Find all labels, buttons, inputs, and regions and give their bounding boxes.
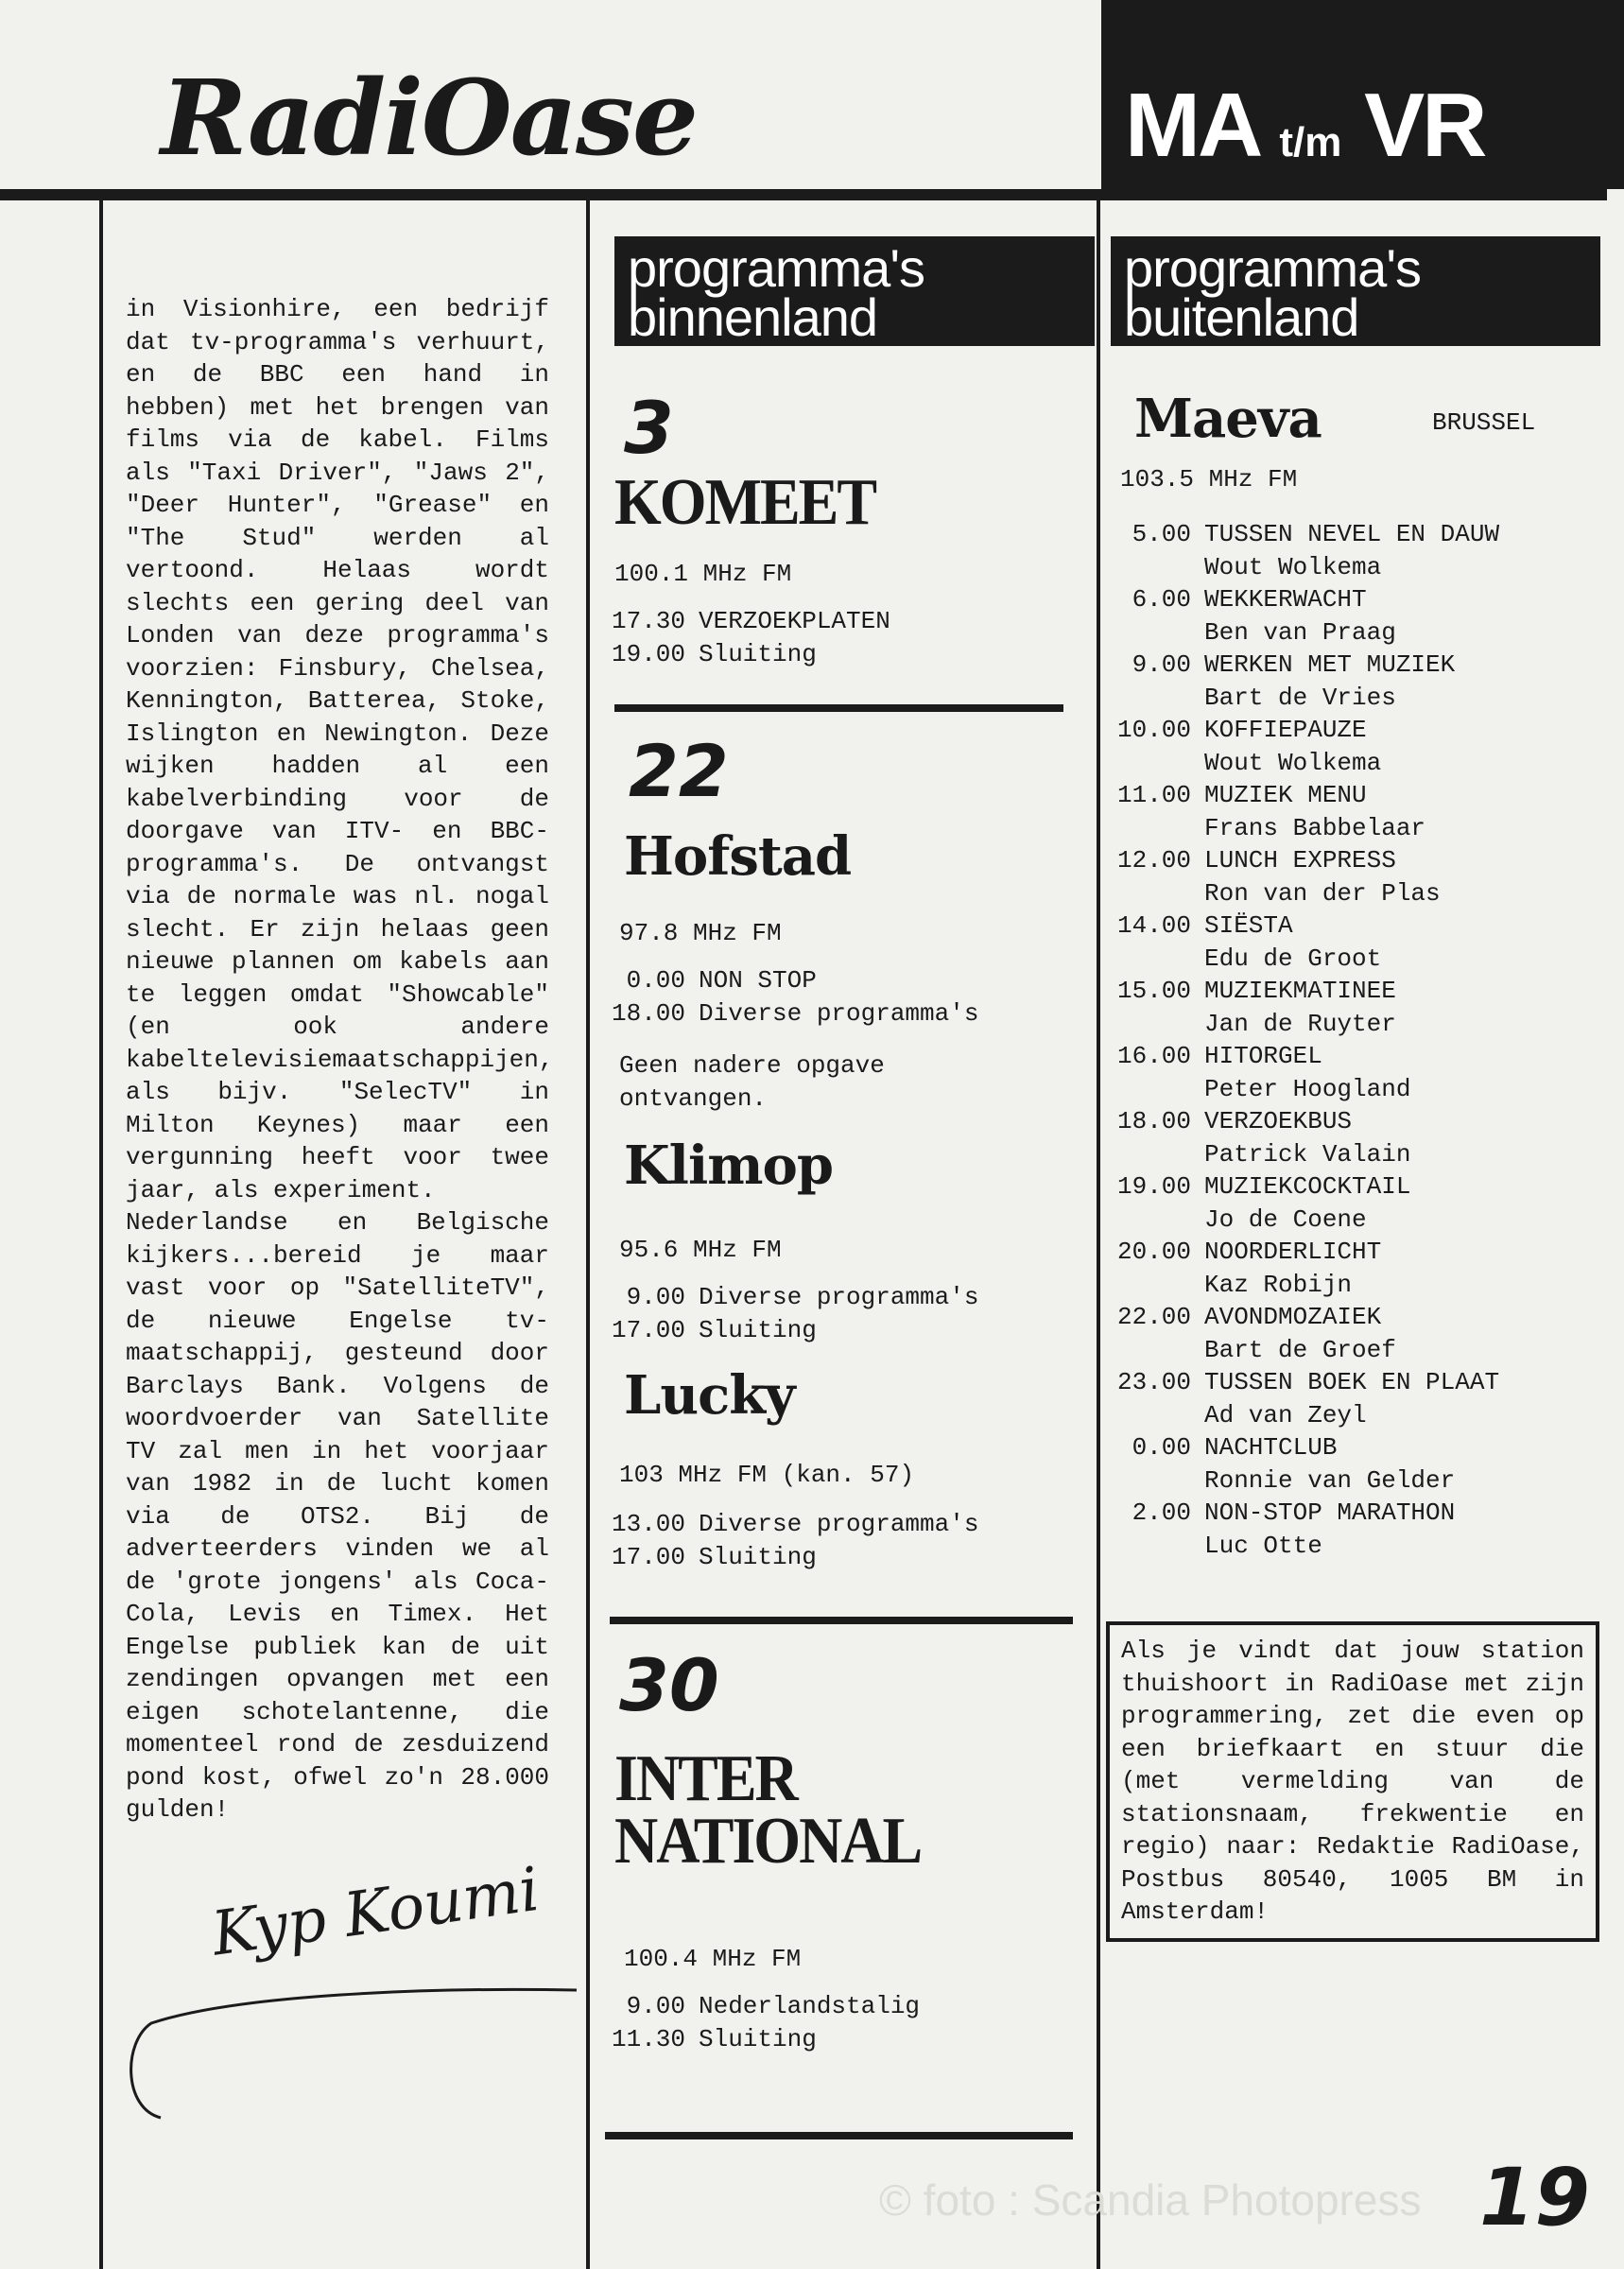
schedule-row: 19.00 Sluiting [611,639,817,668]
schedule-row: 12.00 LUNCH EXPRESS Ron van der Plas [1116,846,1441,908]
klimop-name: Klimop [624,1134,833,1197]
schedule-row: 17.30 VERZOEKPLATEN [611,607,890,635]
divider-center [586,200,590,2269]
binnenland-header: programma's binnenland [614,236,1095,346]
divider-right [1097,200,1100,2269]
schedule-row: 17.00 Sluiting [611,1542,817,1571]
schedule-row: 0.00 NON STOP [626,966,817,995]
maeva-city: BRUSSEL [1432,408,1536,437]
days-end: VR [1364,75,1485,176]
klimop-schedule [596,1281,1049,1346]
days-banner [1101,0,1624,189]
klimop-frequency: 95.6 MHz FM [619,1236,782,1264]
hofstad-number: 22 [629,729,729,813]
lucky-name: Lucky [624,1364,795,1427]
schedule-row: 9.00 Nederlandstalig [626,1992,921,2020]
international-number: 30 [619,1643,719,1727]
schedule-row: 13.00 Diverse programma's [611,1510,979,1538]
days-through: t/m [1279,119,1342,165]
radioase-logo: RadiOase [161,57,697,179]
hofstad-frequency: 97.8 MHz FM [619,919,782,947]
lucky-schedule [596,1508,1049,1573]
buitenland-header: programma's buitenland [1111,236,1600,346]
photo-credit-watermark: © foto : Scandia Photopress [879,2175,1422,2225]
schedule-row: 16.00 HITORGEL Peter Hoogland [1116,1042,1411,1103]
international-frequency: 100.4 MHz FM [624,1945,802,1973]
schedule-row: 17.00 Sluiting [611,1315,817,1344]
international-name: INTER NATIONAL [614,1741,922,1878]
schedule-row: 5.00 TUSSEN NEVEL EN DAUW Wout Wolkema [1132,520,1500,581]
section-rule [614,704,1063,712]
masthead-rule [0,189,1607,200]
author-signature: Kyp Koumi [207,1854,544,1970]
schedule-row: 2.00 NON-STOP MARATHON Luc Otte [1132,1498,1456,1560]
maeva-name: Maeva [1134,388,1322,450]
schedule-row: 18.00 Diverse programma's [611,998,979,1028]
international-schedule [596,1990,1049,2055]
schedule-row: 20.00 NOORDERLICHT Kaz Robijn [1116,1238,1382,1299]
schedule-row: 9.00 WERKEN MET MUZIEK Bart de Vries [1132,650,1456,712]
schedule-row: 11.30 Sluiting [611,2024,817,2053]
hofstad-name: Hofstad [624,825,852,888]
days-start: MA [1125,75,1257,176]
hofstad-note: Geen nadere opgave ontvangen. [619,1051,885,1113]
schedule-row: 23.00 TUSSEN BOEK EN PLAAT Ad van Zeyl [1116,1368,1500,1429]
schedule-row: 11.00 MUZIEK MENU Frans Babbelaar [1116,781,1426,842]
section-rule [605,2132,1073,2139]
komeet-schedule [596,605,1049,670]
schedule-row: 9.00 Diverse programma's [626,1283,979,1311]
lucky-frequency: 103 MHz FM (kan. 57) [619,1461,915,1489]
schedule-row: 15.00 MUZIEKMATINEE Jan de Ruyter [1116,977,1396,1038]
divider-left [99,200,103,2269]
article-text: in Visionhire, een bedrijf dat tv-programma's verhuurt, en de BBC een hand in hebben) met het brengen van films via de kabel. Films als "Taxi Driver", "Jaws 2", "Deer Hunter", "Grease" en "The Stud" werden al vertoond. Helaas wordt slechts een gering deel van Londen van deze programma's voorzien: Finsbury, Chelsea, Kennington, Batterea, Stoke, Islington en Newington. Deze wijken hadden al een kabelverbinding voor de doorgave van ITV- en BBC-programma's. De ontvangst via de normale was nl. nogal slecht. Er zijn helaas geen nieuwe plannen om kabels aan te leggen omdat "Showcable" (en ook andere kabeltelevisiemaatschappijen, als bijv. "SelecTV" in Milton Keynes) maar een vergunning heeft voor twee jaar, als experiment. Nederlandse en Belgische kijkers...bereid je maar vast voor op "SatelliteTV", de nieuwe Engelse tv-maatschappij, gesteund door Barclays Bank. Volgens de woordvoerder van Satellite TV zal men in het voorjaar van 1982 in de lucht komen via de OTS2. Bij de adverteerders vinden we al de 'grote jongens' als Coca-Cola, Levis en Timex. Het Engelse publiek kan de uit zendingen opvangen met een eigen schotelantenne, die momenteel rond de zesduizend pond kost, ofwel zo'n 28.000 gulden! [126,295,554,1824]
page-number: 19 [1479,2151,1590,2243]
section-rule [610,1617,1073,1624]
submission-notice: Als je vindt dat jouw station thuishoort in RadiOase met zijn programmering, zet die even op een briefkaart en stuur die (met vermelding van de stationsnaam, frekwentie en regio) naar: Redaktie RadiOase, Postbus 80540, 1005 BM in Amsterdam! [1106,1621,1599,1942]
schedule-row: 6.00 WEKKERWACHT Ben van Praag [1132,585,1396,647]
komeet-frequency: 100.1 MHz FM [614,560,792,588]
maeva-schedule [1101,518,1574,1562]
schedule-row: 0.00 NACHTCLUB Ronnie van Gelder [1132,1433,1456,1495]
maeva-frequency: 103.5 MHz FM [1120,465,1298,494]
schedule-row: 22.00 AVONDMOZAIEK Bart de Groef [1116,1303,1396,1364]
schedule-row: 18.00 VERZOEKBUS Patrick Valain [1116,1107,1411,1169]
schedule-row: 19.00 MUZIEKCOCKTAIL Jo de Coene [1116,1172,1411,1234]
hofstad-schedule [596,964,1049,1030]
komeet-number: 3 [624,386,674,470]
schedule-row: 14.00 SIËSTA Edu de Groot [1116,911,1382,973]
schedule-row: 10.00 KOFFIEPAUZE Wout Wolkema [1116,716,1382,777]
komeet-name: KOMEET [614,464,876,539]
signature-flourish [123,1966,596,2137]
